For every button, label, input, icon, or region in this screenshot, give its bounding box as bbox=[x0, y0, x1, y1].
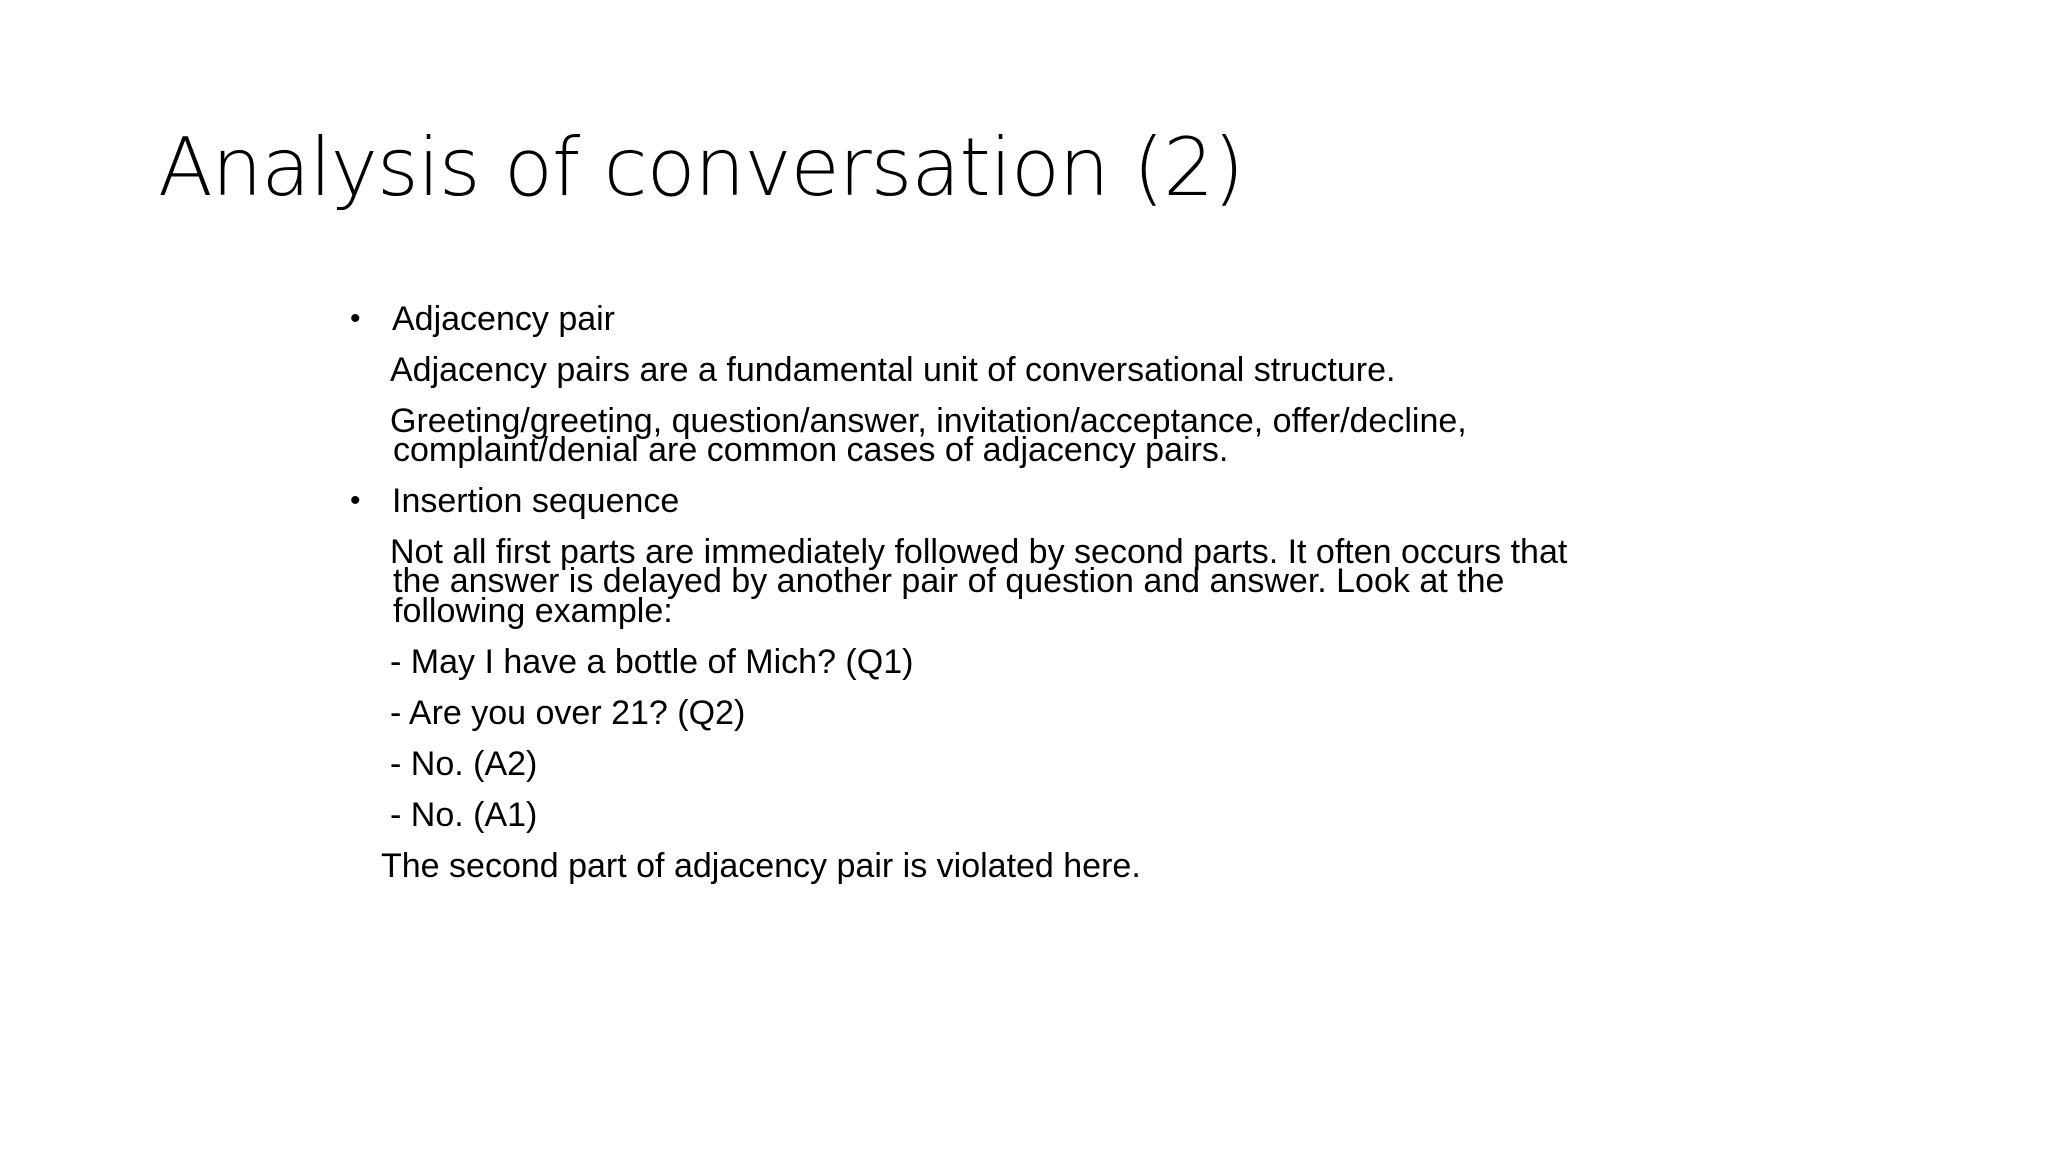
bullet-dot-2: • bbox=[350, 484, 361, 517]
bullet-dot-1: • bbox=[350, 302, 361, 335]
insertion-text-line-2: the answer is delayed by another pair of question and answer. Look at the bbox=[393, 562, 1505, 600]
conclusion-text: The second part of adjacency pair is violated here. bbox=[381, 847, 1141, 885]
adjacency-examples-line-2: complaint/denial are common cases of adjacency pairs. bbox=[393, 431, 1229, 469]
insertion-text-line-1: Not all first parts are immediately followed by second parts. It often occurs that bbox=[390, 533, 1568, 571]
slide-title: Analysis of conversation (2) bbox=[158, 121, 1244, 214]
example-q1: - May I have a bottle of Mich? (Q1) bbox=[390, 643, 914, 681]
adjacency-definition: Adjacency pairs are a fundamental unit of conversational structure. bbox=[390, 351, 1396, 389]
example-a2: - No. (A2) bbox=[390, 745, 538, 783]
example-q2: - Are you over 21? (Q2) bbox=[390, 694, 746, 732]
adjacency-examples-line-1: Greeting/greeting, question/answer, invitation/acceptance, offer/decline, bbox=[390, 402, 1467, 440]
insertion-text-line-3: following example: bbox=[393, 592, 673, 630]
example-a1: - No. (A1) bbox=[390, 796, 538, 834]
bullet-heading-insertion-sequence: Insertion sequence bbox=[392, 482, 680, 520]
bullet-heading-adjacency-pair: Adjacency pair bbox=[392, 300, 616, 338]
